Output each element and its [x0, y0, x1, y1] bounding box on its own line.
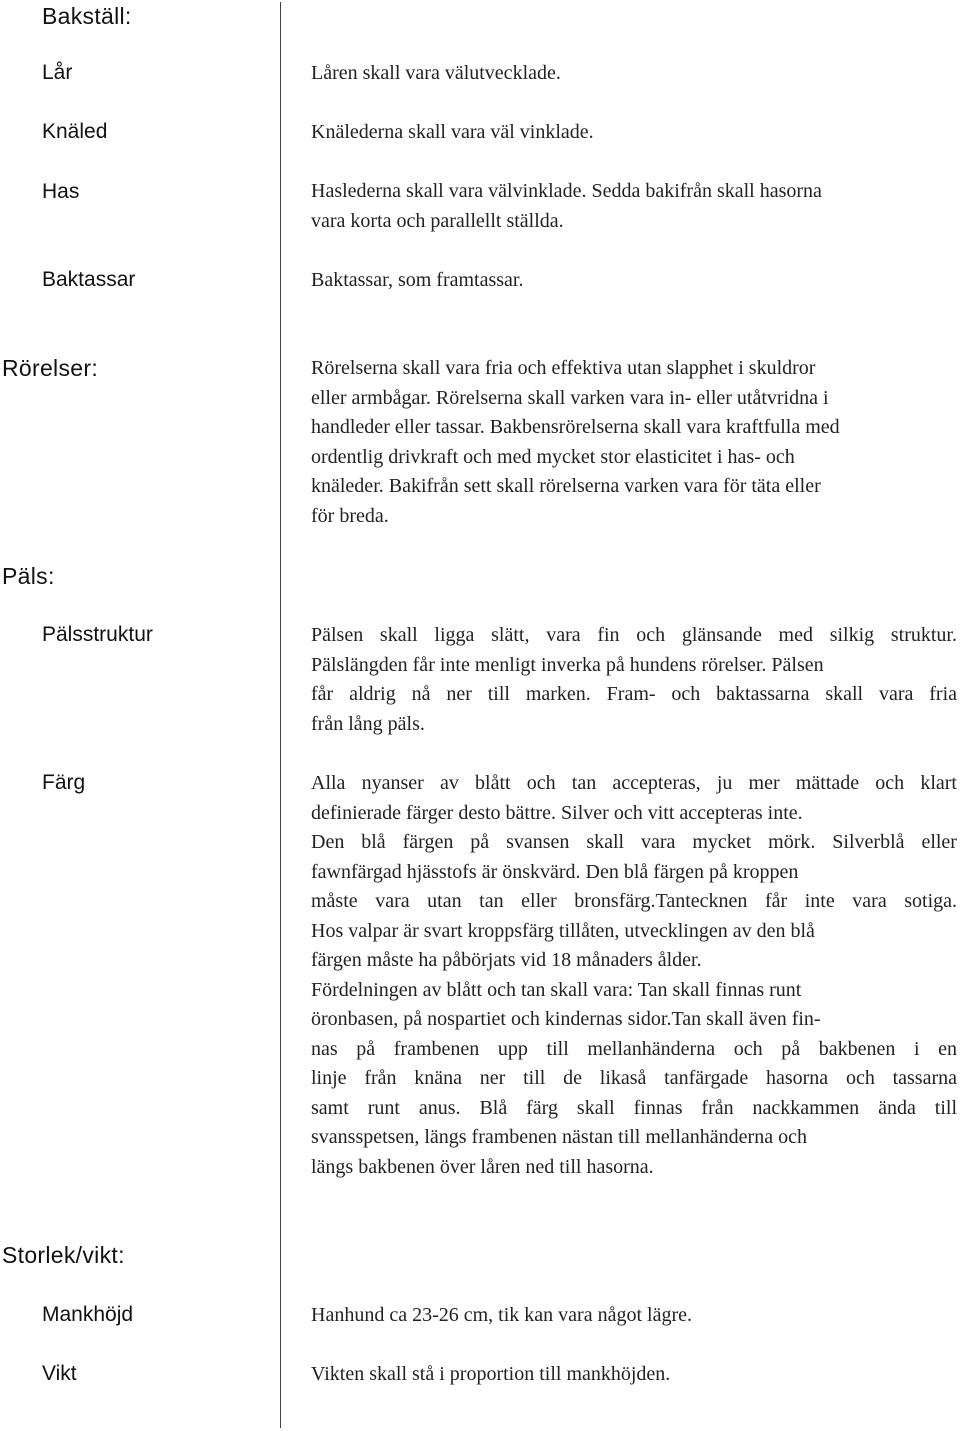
text-line: färgen måste ha påbörjats vid 18 månaders ålder.: [311, 949, 702, 971]
label-lar: Lår: [42, 61, 73, 84]
section-heading-pals: Päls:: [2, 563, 55, 589]
text-line: måste vara utan tan eller bronsfärg.Tantecknen får inte vara sotiga.: [311, 890, 958, 912]
text-rorelser: [311, 354, 957, 531]
text-farg: [311, 769, 957, 1182]
text-vikt: [311, 1360, 957, 1390]
section-heading-rorelser: Rörelser:: [2, 355, 99, 381]
label-baktassar: Baktassar: [42, 268, 136, 291]
label-palsstruktur: Pälsstruktur: [42, 623, 153, 646]
text-line: Pälslängden får inte menligt inverka på hundens rörelser. Pälsen: [311, 653, 824, 676]
label-knaled: Knäled: [42, 120, 108, 143]
text-line: Rörelserna skall vara fria och effektiva utan slapphet i skuldror: [311, 357, 816, 379]
text-line: Den blå färgen på svansen skall vara mycket mörk. Silverblå eller: [311, 831, 957, 853]
label-farg: Färg: [42, 771, 86, 794]
text-has: [311, 177, 957, 236]
text-line: för breda.: [311, 504, 389, 527]
text-line: Fördelningen av blått och tan skall vara: Tan skall finnas runt: [311, 978, 802, 1001]
text-line: får aldrig nå ner till marken. Fram- och baktassarna skall vara fria: [311, 683, 958, 705]
text-palsstruktur: [311, 621, 957, 739]
label-vikt: Vikt: [42, 1362, 77, 1385]
label-has: Has: [42, 180, 80, 203]
text-line: Alla nyanser av blått och tan accepteras, ju mer mättade och klart: [311, 772, 957, 794]
text-line: från lång päls.: [311, 712, 425, 735]
text-line: Vikten skall stå i proportion till mankhöjden.: [311, 1363, 671, 1385]
text-knaled: [311, 118, 957, 148]
label-mankhojd: Mankhöjd: [42, 1303, 134, 1326]
text-line: nas på frambenen upp till mellanhänderna och på bakbenen i en: [311, 1037, 958, 1060]
text-line: samt runt anus. Blå färg skall finnas från nackkammen ända till: [311, 1096, 958, 1119]
text-line: eller armbågar. Rörelserna skall varken vara in- eller utåtvridna i: [311, 386, 829, 409]
text-line: fawnfärgad hjässtofs är önskvärd. Den blå färgen på kroppen: [311, 860, 799, 883]
text-line: Hos valpar är svart kroppsfärg tillåten, utvecklingen av den blå: [311, 919, 815, 942]
text-line: handleder eller tassar. Bakbensrörelserna skall vara kraftfulla med: [311, 416, 840, 438]
text-line: Haslederna skall vara välvinklade. Sedda bakifrån skall hasorna: [311, 180, 822, 202]
text-line: Pälsen skall ligga slätt, vara fin och glänsande med silkig struktur.: [311, 624, 957, 646]
text-line: ordentlig drivkraft och med mycket stor elasticitet i has- och: [311, 445, 795, 468]
column-divider: [280, 2, 281, 1428]
text-line: Knälederna skall vara väl vinklade.: [311, 121, 594, 143]
text-line: vara korta och parallellt ställda.: [311, 209, 564, 232]
section-heading-storlek: Storlek/vikt:: [2, 1242, 125, 1268]
text-lar: [311, 59, 957, 89]
text-line: linje från knäna ner till de likaså tanfärgade hasorna och tassarna: [311, 1067, 958, 1089]
text-line: definierade färger desto bättre. Silver och vitt accepteras inte.: [311, 801, 803, 824]
text-line: öronbasen, på nospartiet och kindernas sidor.Tan skall även fin-: [311, 1008, 821, 1030]
text-mankhojd: [311, 1301, 957, 1331]
text-line: svansspetsen, längs frambenen nästan till mellanhänderna och: [311, 1126, 807, 1148]
text-baktassar: [311, 266, 957, 296]
text-line: Baktassar, som framtassar.: [311, 269, 524, 291]
text-line: Låren skall vara välutvecklade.: [311, 62, 561, 84]
text-line: Hanhund ca 23-26 cm, tik kan vara något lägre.: [311, 1304, 692, 1326]
text-line: knäleder. Bakifrån sett skall rörelserna varken vara för täta eller: [311, 475, 821, 497]
text-line: längs bakbenen över låren ned till hasorna.: [311, 1155, 654, 1178]
section-heading-bakstall: Bakställ:: [42, 3, 132, 29]
